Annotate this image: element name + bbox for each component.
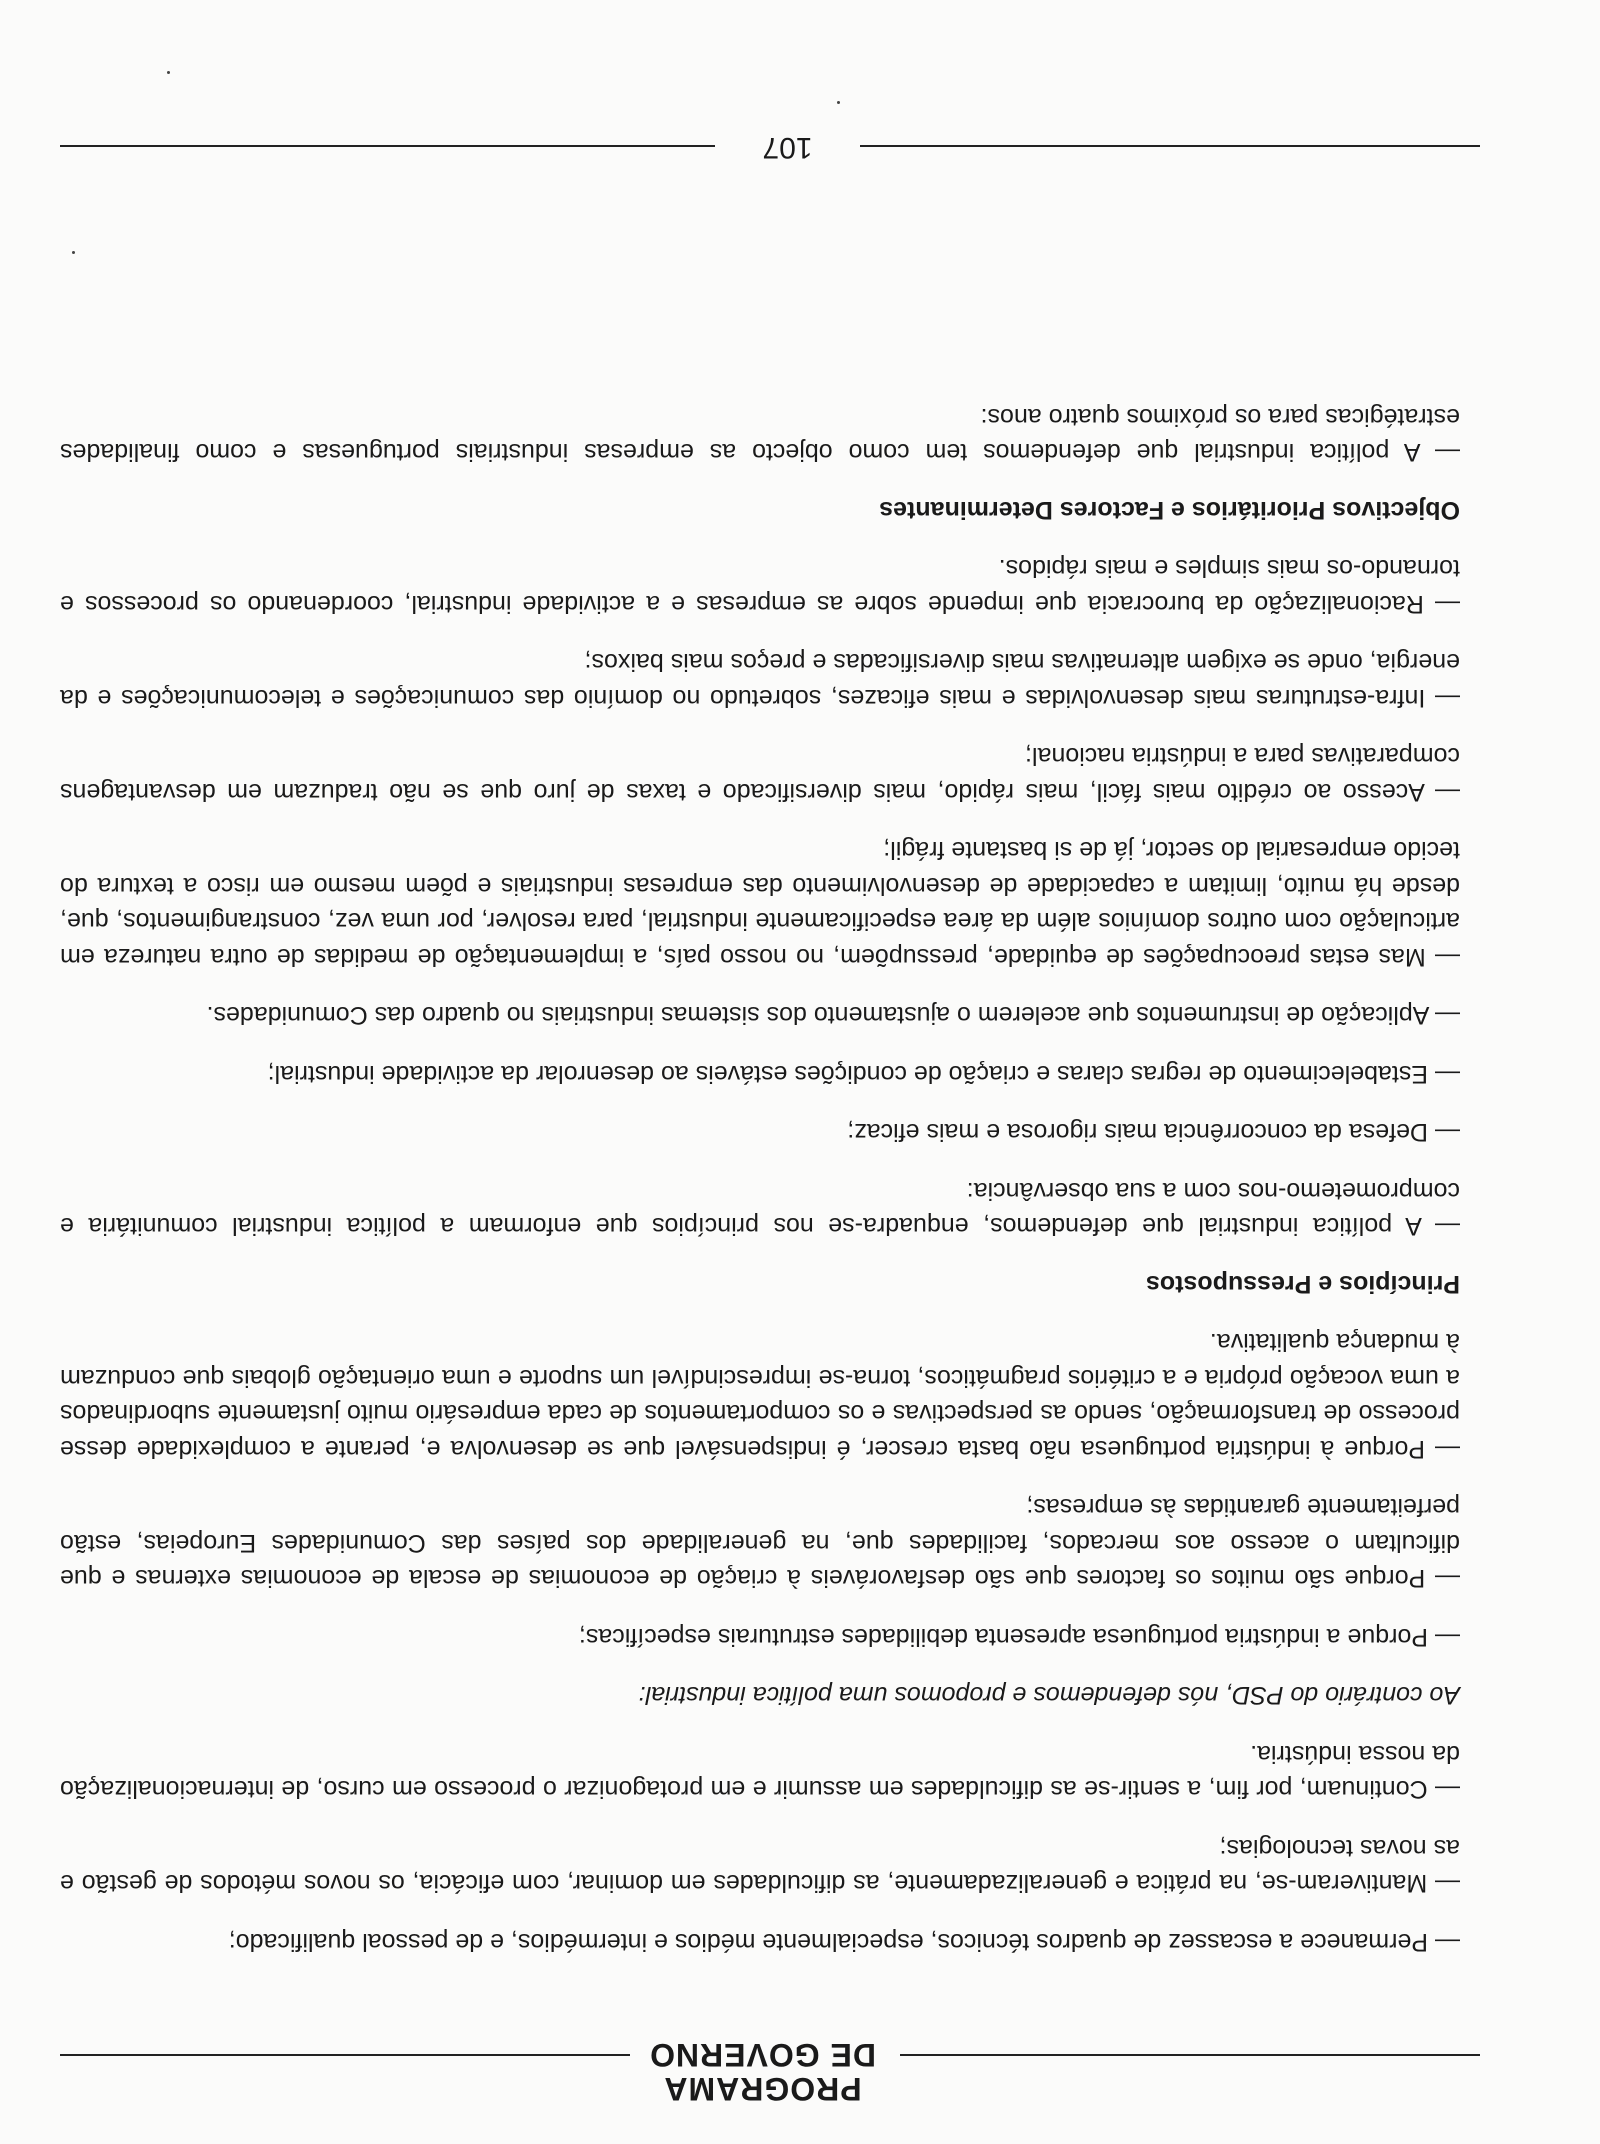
- paragraph: — Infra-estruturas mais desenvolvidas e mais eficazes, sobretudo no domínio das comunicações e telecomunicações e da energia, onde se exigem alternativas mais diversificadas e preços mais baixos;: [60, 648, 1460, 712]
- body-text: [60, 376, 1460, 1960]
- paragraph: — Racionalização da burocracia que impende sobre as empresas e a actividade industrial, coordenando os processos e tornando-os mais simples e mais rápidos.: [60, 554, 1460, 618]
- page-number: 107: [762, 131, 813, 164]
- scan-speck: [72, 251, 75, 254]
- header-title-line2: DE GOVERNO: [649, 2037, 876, 2073]
- paragraph: — Porque são muitos os factores que são desfavoráveis à criação de economias de escala de economias externas e que dificultam o acesso aos mercados, facilidades que, na generalidade dos países das Comunidades Europeias, estão perfeitamente garantidas às empresas;: [60, 1493, 1460, 1593]
- footer-rule-left: [860, 145, 1480, 147]
- paragraph: — A política industrial que defendemos tem como objecto as empresas industriais portuguesas e como finalidades estratégicas para os próximos quatro anos:: [60, 403, 1460, 467]
- section-heading-principles: Princípios e Pressupostos: [1146, 1270, 1460, 1298]
- scan-speck: [167, 71, 170, 74]
- footer-rule-right: [60, 145, 715, 147]
- paragraph: — Mantiveram-se, na prática e generalizadamente, as dificuldades em dominar, com eficácia, os novos métodos de gestão e as novas tecnologias;: [60, 1834, 1460, 1898]
- intro-statement: Ao contrário do PSD, nós defendemos e propomos uma política industrial:: [638, 1681, 1460, 1710]
- section-heading-objectives: Objectivos Prioritários e Factores Determinantes: [879, 496, 1460, 524]
- paragraph: — Acesso ao crédito mais fácil, mais rápido, mais diversificado e taxas de juro que se não traduzam em desvantagens comparativas para a indústria nacional;: [60, 742, 1460, 806]
- page-header: [60, 2004, 1480, 2114]
- paragraph: — Estabelecimento de regras claras e criação de condições estáveis ao desenrolar da actividade industrial;: [267, 1060, 1460, 1088]
- paragraph: — A política industrial que defendemos, enquadra-se nos princípios que enformam a política industrial comunitária e comprometemo-nos com a sua observância:: [60, 1177, 1460, 1241]
- paragraph: — Porque à indústria portuguesa não basta crescer, é indispensável que se desenvolva e, perante a complexidade desse processo de transformação, sendo as perspectivas e os comportamentos de cada empresário muito justamente subordinados a uma vocação própria e a critérios pragmáticos, torna-se imprescindível um suporte e uma orientação globais que conduzam à mudança qualitativa.: [60, 1328, 1460, 1463]
- paragraph: — Mas estas preocupações de equidade, pressupõem, no nosso país, a implementação de medidas de outra natureza em articulação com outros domínios além da área especificamente industrial, para resolver, por uma vez, constrangimentos, que, desde há muito, limitam a capacidade de desenvolvimento das empresas industriais e põem mesmo em risco a textura do tecido empresarial do sector, já de si bastante frágil;: [60, 836, 1460, 971]
- paragraph: — Permanece a escassez de quadros técnicos, especialmente médios e intermédios, e de pessoal qualificado;: [228, 1928, 1460, 1956]
- header-rule-left: [900, 2054, 1480, 2056]
- paragraph: — Defesa da concorrência mais rigorosa e mais eficaz;: [847, 1118, 1460, 1147]
- paragraph: — Aplicação de instrumentos que acelerem o ajustamento dos sistemas industriais no quadro das Comunidades.: [206, 1001, 1460, 1030]
- scan-speck: [837, 101, 840, 104]
- paragraph: — Porque a indústria portuguesa apresenta debilidades estruturais específicas;: [578, 1623, 1460, 1651]
- header-title: [640, 2038, 885, 2106]
- paragraph: — Continuam, por fim, a sentir-se as dificuldades em assumir e em protagonizar o processo em curso, de internacionalização da nossa indústria.: [60, 1740, 1460, 1804]
- page-footer: [60, 99, 1480, 169]
- header-title-line1: PROGRAMA: [663, 2071, 862, 2107]
- header-rule-right: [60, 2054, 630, 2056]
